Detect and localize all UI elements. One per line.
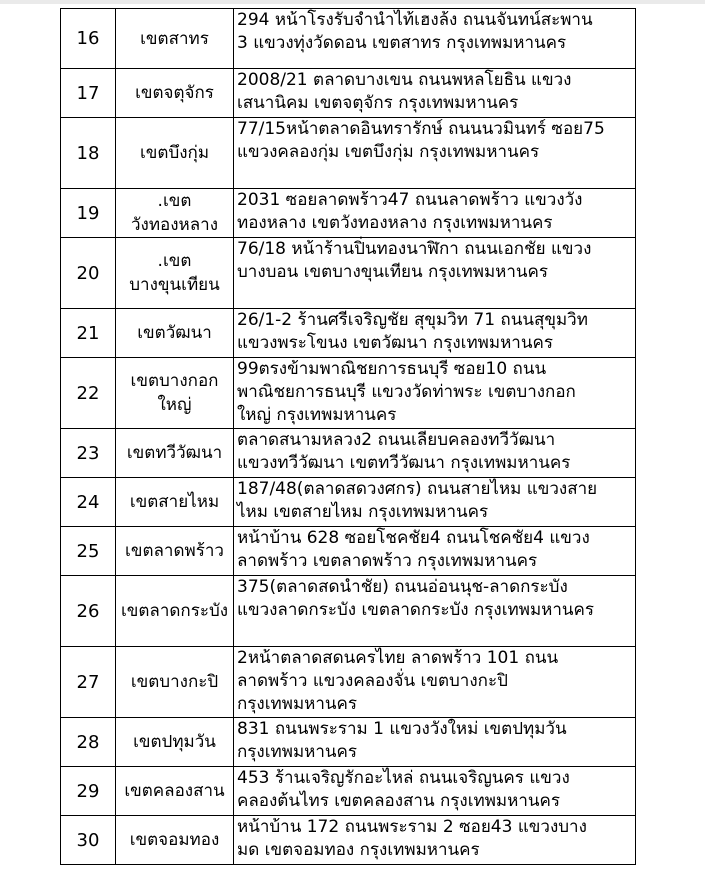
- address-cell[interactable]: [234, 767, 636, 816]
- district-name: เขตลาดกระบัง: [120, 601, 229, 621]
- district-name: เขตบึงกุ่ม: [139, 143, 210, 163]
- district-cell[interactable]: [116, 238, 234, 309]
- address-cell[interactable]: [234, 118, 636, 189]
- address-text: 76/18 หน้าร้านปิ่นทองนาฬิกา ถนนเอกชัย แขวง บางบอน เขตบางขุนเทียน กรุงเทพมหานคร: [237, 239, 592, 282]
- table-row: [61, 189, 636, 238]
- district-name: เขตวัฒนา: [137, 323, 212, 343]
- table-row: [61, 9, 636, 69]
- row-number-cell[interactable]: [61, 718, 116, 767]
- address-cell[interactable]: [234, 309, 636, 358]
- district-cell[interactable]: [116, 647, 234, 718]
- row-number-cell[interactable]: [61, 478, 116, 527]
- district-cell[interactable]: [116, 429, 234, 478]
- district-name: เขตบางกอก ใหญ่: [130, 371, 219, 415]
- row-number: 19: [76, 202, 100, 224]
- table-row: [61, 69, 636, 118]
- district-cell[interactable]: [116, 816, 234, 865]
- row-number-cell[interactable]: [61, 69, 116, 118]
- row-number: 29: [76, 780, 100, 802]
- row-number-cell[interactable]: [61, 527, 116, 576]
- row-number-cell[interactable]: [61, 647, 116, 718]
- row-number-cell[interactable]: [61, 118, 116, 189]
- address-cell[interactable]: [234, 238, 636, 309]
- district-name: เขตทวีวัฒนา: [126, 443, 223, 463]
- district-name: เขตคลองสาน: [124, 781, 225, 801]
- district-cell[interactable]: [116, 478, 234, 527]
- address-cell[interactable]: [234, 647, 636, 718]
- row-number: 18: [76, 142, 100, 164]
- row-number-cell[interactable]: [61, 576, 116, 647]
- district-name: เขตบางกะปิ: [130, 672, 219, 692]
- table-row: [61, 576, 636, 647]
- address-text: 453 ร้านเจริญรักอะไหล่ ถนนเจริญนคร แขวง คลองต้นไทร เขตคลองสาน กรุงเทพมหานคร: [237, 768, 570, 811]
- table-row: [61, 358, 636, 429]
- row-number-cell[interactable]: [61, 429, 116, 478]
- district-cell[interactable]: [116, 767, 234, 816]
- row-number-cell[interactable]: [61, 358, 116, 429]
- table-row: [61, 647, 636, 718]
- district-name: .เขตบางขุนเทียน: [129, 251, 220, 295]
- spreadsheet-area: [60, 8, 636, 865]
- address-cell[interactable]: [234, 718, 636, 767]
- table-row: [61, 118, 636, 189]
- district-cell[interactable]: [116, 69, 234, 118]
- address-text: 77/15หน้าตลาดอินทรารักษ์ ถนนนวมินทร์ ซอย75 แขวงคลองกุ่ม เขตบึงกุ่ม กรุงเทพมหานคร: [237, 119, 605, 162]
- row-number-cell[interactable]: [61, 767, 116, 816]
- address-text: 2008/21 ตลาดบางเขน ถนนพหลโยธิน แขวง เสนานิคม เขตจตุจักร กรุงเทพมหานคร: [237, 70, 572, 113]
- address-text: 99ตรงข้ามพาณิชยการธนบุรี ซอย10 ถนน พาณิชยการธนบุรี แขวงวัดท่าพระ เขตบางกอก ใหญ่ กรุงเทพมหานคร: [237, 359, 576, 425]
- address-cell[interactable]: [234, 527, 636, 576]
- district-cell[interactable]: [116, 118, 234, 189]
- table-row: [61, 238, 636, 309]
- district-cell[interactable]: [116, 9, 234, 69]
- district-name: เขตสาทร: [140, 28, 209, 49]
- row-number: 27: [76, 671, 100, 693]
- district-cell[interactable]: [116, 358, 234, 429]
- row-number-cell[interactable]: [61, 238, 116, 309]
- table-row: [61, 816, 636, 865]
- address-table: [60, 8, 636, 865]
- table-body: [61, 9, 636, 865]
- address-cell[interactable]: [234, 429, 636, 478]
- address-cell[interactable]: [234, 576, 636, 647]
- address-text: 375(ตลาดสดนำชัย) ถนนอ่อนนุช-ลาดกระบัง แขวงลาดกระบัง เขตลาดกระบัง กรุงเทพมหานคร: [237, 577, 595, 620]
- row-number: 23: [76, 442, 100, 464]
- address-text: หน้าบ้าน 172 ถนนพระราม 2 ซอย43 แขวงบาง มด เขตจอมทอง กรุงเทพมหานคร: [237, 817, 587, 860]
- address-cell[interactable]: [234, 189, 636, 238]
- address-cell[interactable]: [234, 9, 636, 69]
- row-number: 25: [76, 540, 100, 562]
- address-text: 294 หน้าโรงรับจำนำไท้เฮงล้ง ถนนจันทน์สะพาน 3 แขวงทุ่งวัดดอน เขตสาทร กรุงเทพมหานคร: [237, 10, 593, 53]
- district-name: เขตลาดพร้าว: [125, 541, 224, 561]
- row-number: 28: [76, 731, 100, 753]
- district-cell[interactable]: [116, 189, 234, 238]
- row-number: 30: [76, 829, 100, 851]
- row-number: 17: [76, 82, 100, 104]
- table-row: [61, 767, 636, 816]
- table-row: [61, 478, 636, 527]
- district-name: เขตปทุมวัน: [133, 732, 216, 752]
- address-text: 2หน้าตลาดสดนครไทย ลาดพร้าว 101 ถนน ลาดพร้าว แขวงคลองจั่น เขตบางกะปิ กรุงเทพมหานคร: [237, 648, 559, 714]
- district-cell[interactable]: [116, 527, 234, 576]
- address-text: 831 ถนนพระราม 1 แขวงวังใหม่ เขตปทุมวัน กรุงเทพมหานคร: [237, 719, 567, 762]
- address-text: หน้าบ้าน 628 ซอยโชคชัย4 ถนนโชคชัย4 แขวง ลาดพร้าว เขตลาดพร้าว กรุงเทพมหานคร: [237, 528, 590, 571]
- address-cell[interactable]: [234, 816, 636, 865]
- address-cell[interactable]: [234, 358, 636, 429]
- row-number-cell[interactable]: [61, 9, 116, 69]
- table-row: [61, 527, 636, 576]
- district-name: เขตจตุจักร: [135, 83, 214, 103]
- row-number: 20: [76, 262, 100, 284]
- district-name: เขตสายไหม: [129, 492, 220, 512]
- address-text: 26/1-2 ร้านศรีเจริญชัย สุขุมวิท 71 ถนนสุขุมวิท แขวงพระโขนง เขตวัฒนา กรุงเทพมหานคร: [237, 310, 588, 353]
- district-cell[interactable]: [116, 309, 234, 358]
- address-text: 187/48(ตลาดสดวงศกร) ถนนสายไหม แขวงสาย ไหม เขตสายไหม กรุงเทพมหานคร: [237, 479, 598, 522]
- window-top-edge: [0, 0, 705, 4]
- row-number-cell[interactable]: [61, 309, 116, 358]
- table-row: [61, 718, 636, 767]
- address-cell[interactable]: [234, 69, 636, 118]
- row-number: 16: [76, 28, 100, 49]
- address-text: ตลาดสนามหลวง2 ถนนเลียบคลองทวีวัฒนา แขวงทวีวัฒนา เขตทวีวัฒนา กรุงเทพมหานคร: [237, 430, 571, 473]
- table-row: [61, 309, 636, 358]
- row-number-cell[interactable]: [61, 816, 116, 865]
- row-number: 26: [76, 600, 100, 622]
- district-cell[interactable]: [116, 718, 234, 767]
- address-text: 2031 ซอยลาดพร้าว47 ถนนลาดพร้าว แขวงวัง ทองหลาง เขตวังทองหลาง กรุงเทพมหานคร: [237, 190, 583, 233]
- district-cell[interactable]: [116, 576, 234, 647]
- row-number-cell[interactable]: [61, 189, 116, 238]
- row-number: 21: [76, 322, 100, 344]
- district-name: .เขตวังทองหลาง: [130, 191, 219, 235]
- address-cell[interactable]: [234, 478, 636, 527]
- row-number: 22: [76, 382, 100, 404]
- table-row: [61, 429, 636, 478]
- district-name: เขตจอมทอง: [129, 830, 220, 850]
- row-number: 24: [76, 491, 100, 513]
